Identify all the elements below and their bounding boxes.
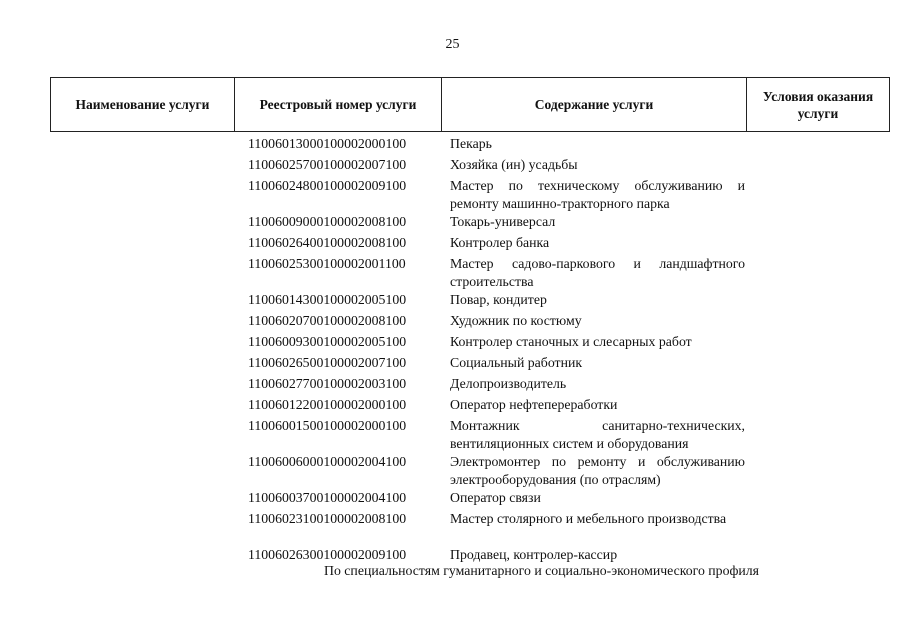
service-description: Социальный работник [450,355,583,370]
table-row [248,255,748,291]
table-row [248,453,748,489]
registry-code: 11006001500100002000100 [248,418,407,433]
header-registry-number: Реестровый номер услуги [235,78,442,131]
registry-code: 11006013000100002000100 [248,136,407,151]
registry-code: 11006025700100002007100 [248,157,407,172]
service-description: Повар, кондитер [450,292,547,307]
table-row [248,135,748,156]
registry-code: 11006020700100002008100 [248,313,407,328]
service-description: Оператор нефтепереработки [450,397,618,412]
service-description: Делопроизводитель [450,376,567,391]
service-description: Токарь-универсал [450,214,556,229]
table-row [248,489,748,510]
service-description: Продавец, контролер-кассир [450,547,618,562]
table-row [248,156,748,177]
header-conditions: Условия оказания услуги [762,88,874,121]
registry-code: 11006027700100002003100 [248,376,407,391]
table-row [248,375,748,396]
registry-code: 11006009000100002008100 [248,214,407,229]
registry-code: 11006024800100002009100 [248,178,407,193]
service-description: Мастер по техническому обслуживанию и ремонту машинно-тракторного парка [450,178,745,211]
table-header [50,77,890,132]
service-description: Хозяйка (ин) усадьбы [450,157,578,172]
table-row [248,312,748,333]
service-description: Художник по костюму [450,313,582,328]
service-description: Оператор связи [450,490,541,505]
registry-code: 11006009300100002005100 [248,334,407,349]
header-content: Содержание услуги [442,78,747,131]
registry-code: 11006026300100002009100 [248,547,407,562]
table-row [248,333,748,354]
service-description: Контролер банка [450,235,550,250]
table-row [248,291,748,312]
service-description: Контролер станочных и слесарных работ [450,334,692,349]
registry-code: 11006006000100002004100 [248,454,407,469]
service-description: Пекарь [450,136,492,151]
registry-code: 11006012200100002000100 [248,397,407,412]
services-table [50,77,890,562]
table-row [248,213,748,234]
registry-code: 11006026500100002007100 [248,355,407,370]
registry-code: 11006025300100002001100 [248,256,406,271]
table-row [248,396,748,417]
service-description: Монтажник санитарно-технических, вентиляционных систем и оборудования [450,418,745,451]
registry-code: 11006023100100002008100 [248,511,407,526]
registry-code: 11006003700100002004100 [248,490,407,505]
service-description: Электромонтер по ремонту и обслуживанию электрооборудования (по отраслям) [450,454,745,487]
header-service-name: Наименование услуги [51,78,235,131]
table-row [248,417,748,453]
table-body [248,135,748,567]
section-subheading: По специальностям гуманитарного и социально-экономического профиля [324,563,760,578]
service-description: Мастер садово-паркового и ландшафтного строительства [450,256,745,289]
registry-code: 11006026400100002008100 [248,235,407,250]
table-row [248,234,748,255]
table-row [248,177,748,213]
table-row [248,354,748,375]
registry-code: 11006014300100002005100 [248,292,407,307]
service-description: Мастер столярного и мебельного производства [450,511,727,526]
table-row [248,510,748,546]
page-number: 25 [445,37,460,52]
